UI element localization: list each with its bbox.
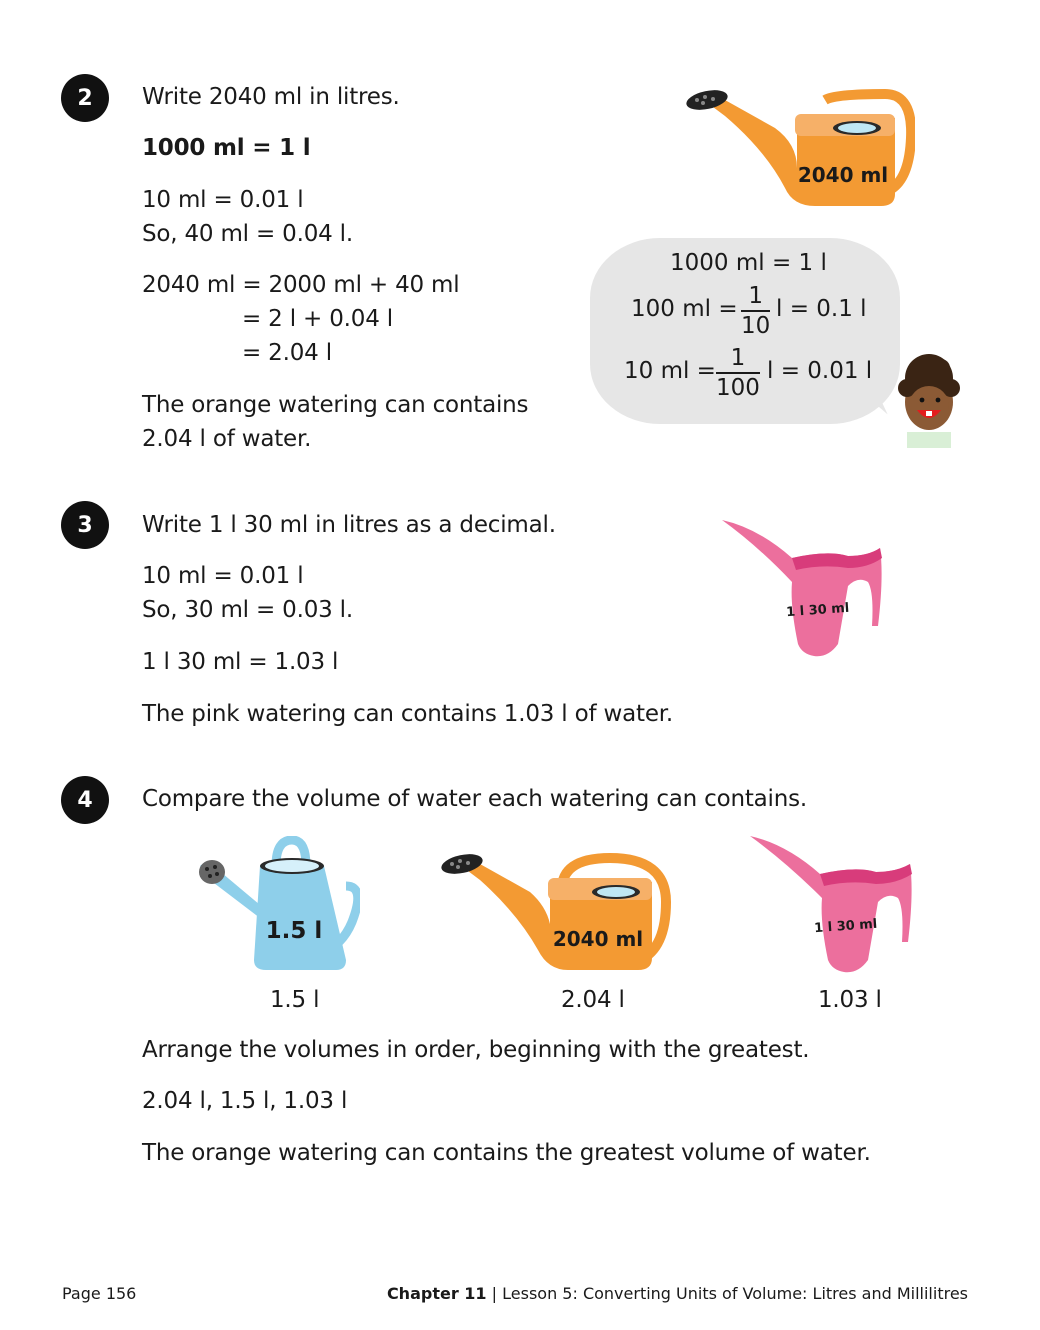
- working-line: So, 30 ml = 0.03 l.: [142, 597, 353, 623]
- fraction-numerator: 1: [748, 283, 763, 309]
- can-volume-label: 2040 ml: [552, 927, 644, 951]
- footer-separator: |: [491, 1284, 498, 1303]
- pink-watering-can-illustration: [746, 832, 916, 974]
- working-line: So, 40 ml = 0.04 l.: [142, 221, 353, 247]
- question-number-badge: [61, 501, 109, 549]
- working-line: = 2 l + 0.04 l: [242, 306, 393, 332]
- can-volume-label: 2040 ml: [797, 163, 889, 187]
- bubble-fact-right: l = 0.1 l: [776, 296, 867, 322]
- blue-watering-can-illustration: [196, 836, 360, 974]
- fraction-bar: [716, 372, 760, 374]
- bubble-fact-left: 10 ml =: [624, 358, 716, 384]
- fraction-bar: [741, 310, 770, 312]
- can-volume-label: 1 l 30 ml: [785, 600, 850, 621]
- question-prompt: Write 1 l 30 ml in litres as a decimal.: [142, 512, 556, 538]
- pink-watering-can-illustration: [718, 516, 886, 658]
- working-line: 10 ml = 0.01 l: [142, 563, 304, 589]
- fraction-denominator: 100: [716, 375, 760, 401]
- question-number-badge: [61, 776, 109, 824]
- orange-watering-can-illustration: [685, 88, 915, 214]
- fraction-one-tenth: [741, 283, 770, 339]
- question-prompt: Write 2040 ml in litres.: [142, 84, 400, 110]
- conversion-fact: 1000 ml = 1 l: [142, 135, 311, 161]
- bubble-fact-left: 100 ml =: [631, 296, 738, 322]
- can-caption: 1.03 l: [818, 987, 882, 1013]
- fraction-numerator: 1: [730, 345, 746, 371]
- page-number: Page 156: [62, 1284, 137, 1303]
- can-volume-label: 1 l 30 ml: [813, 916, 878, 937]
- footer-lesson: Lesson 5: Converting Units of Volume: Litres and Millilitres: [502, 1284, 968, 1303]
- fraction-denominator: 10: [741, 313, 771, 339]
- orange-watering-can-illustration: [440, 852, 672, 976]
- question-prompt: Compare the volume of water each watering can contains.: [142, 786, 808, 812]
- can-caption: 1.5 l: [270, 987, 320, 1013]
- answer-order: 2.04 l, 1.5 l, 1.03 l: [142, 1088, 348, 1114]
- question-number: 3: [77, 512, 93, 538]
- footer-lesson-info: [387, 1284, 968, 1303]
- can-caption: 2.04 l: [561, 987, 625, 1013]
- fraction-one-hundredth: [716, 345, 760, 401]
- working-line: 10 ml = 0.01 l: [142, 187, 304, 213]
- working-line: 2040 ml = 2000 ml + 40 ml: [142, 272, 460, 298]
- answer-line: 2.04 l of water.: [142, 426, 312, 452]
- working-line: 1 l 30 ml = 1.03 l: [142, 649, 339, 675]
- can-volume-label: 1.5 l: [265, 918, 323, 944]
- answer-line: The pink watering can contains 1.03 l of water.: [142, 701, 674, 727]
- answer-line: The orange watering can contains: [142, 392, 529, 418]
- bubble-fact: 1000 ml = 1 l: [670, 250, 827, 276]
- conclusion-line: The orange watering can contains the greatest volume of water.: [142, 1140, 871, 1166]
- boy-character-illustration: [893, 352, 967, 448]
- question-number-badge: [61, 74, 109, 122]
- question-number: 2: [77, 85, 93, 111]
- question-number: 4: [77, 787, 93, 813]
- bubble-fact-right: l = 0.01 l: [767, 358, 873, 384]
- working-line: = 2.04 l: [242, 340, 332, 366]
- instruction-line: Arrange the volumes in order, beginning with the greatest.: [142, 1037, 810, 1063]
- footer-chapter: Chapter 11: [386, 1284, 487, 1303]
